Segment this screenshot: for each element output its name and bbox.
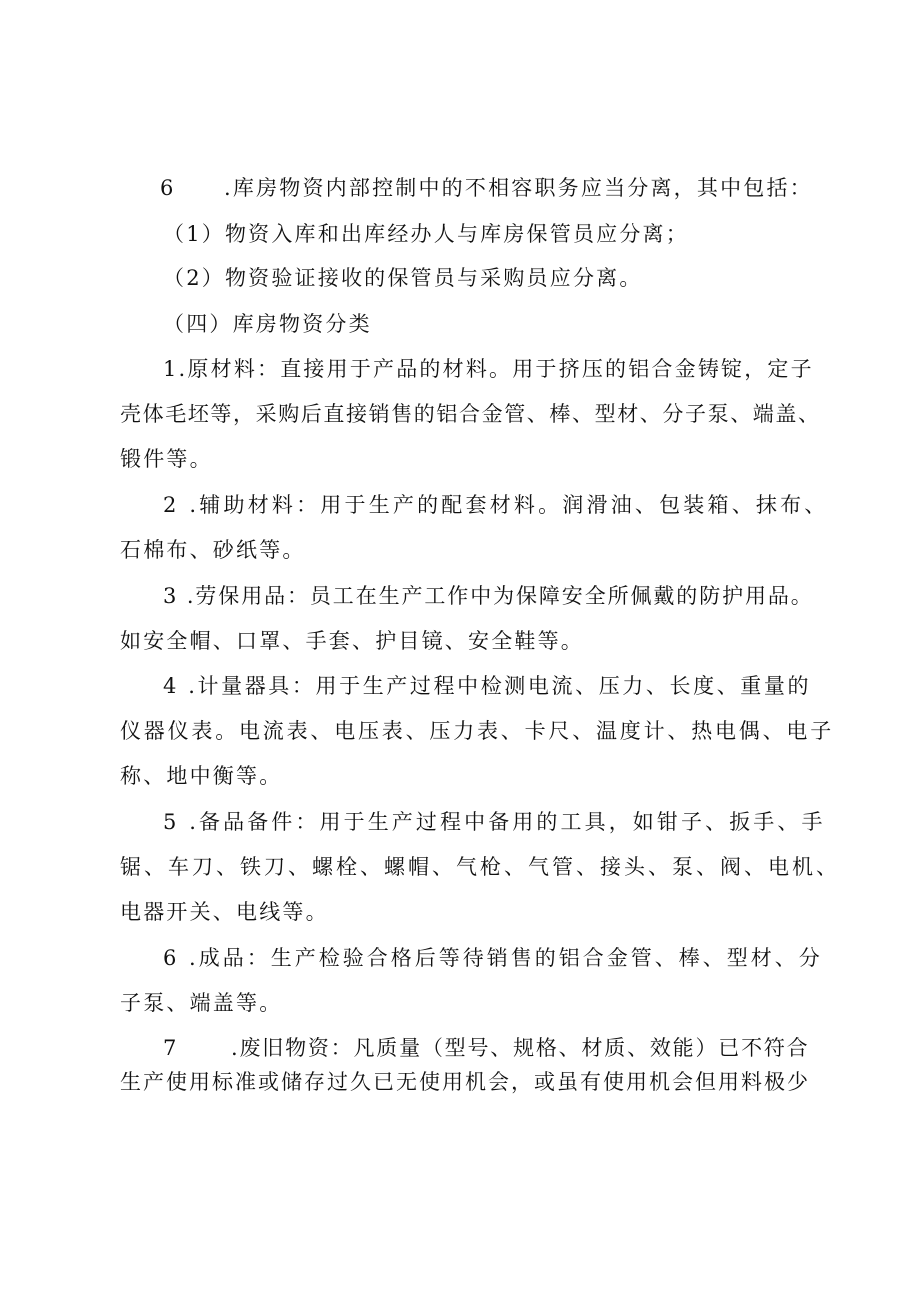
category-5-line-2: 锯、车刀、铁刀、螺栓、螺帽、气枪、气管、接头、泵、阀、电机、 [120, 855, 840, 879]
category-3-line-2: 如安全帽、口罩、手套、护目镜、安全鞋等。 [120, 629, 584, 653]
paragraph-item-6 [160, 173, 813, 203]
sub-item-1: （1）物资入库和出库经办人与库房保管员应分离； [163, 222, 689, 246]
category-6-line-2: 子泵、端盖等。 [120, 991, 283, 1015]
item-number: 6 [160, 176, 176, 200]
category-4-line-3: 称、地中衡等。 [120, 764, 283, 788]
category-2-line-1: 2 .辅助材料：用于生产的配套材料。润滑油、包装箱、抹布、 [163, 493, 829, 517]
category-1-line-3: 锻件等。 [120, 447, 213, 471]
category-7-line-2: 生产使用标准或储存过久已无使用机会，或虽有使用机会但用料极少 [120, 1070, 810, 1094]
category-1-line-2: 壳体毛坯等，采购后直接销售的铝合金管、棒、型材、分子泵、端盖、 [120, 402, 821, 426]
section-heading: （四）库房物资分类 [163, 312, 372, 336]
category-3-line-1: 3 .劳保用品：员工在生产工作中为保障安全所佩戴的防护用品。 [163, 584, 814, 608]
category-6-line-1: 6 .成品：生产检验合格后等待销售的铝合金管、棒、型材、分 [163, 946, 823, 970]
category-7-line-1 [163, 1033, 809, 1063]
sub-item-2: （2）物资验证接收的保管员与采购员应分离。 [163, 266, 643, 290]
category-5-line-3: 电器开关、电线等。 [120, 900, 329, 924]
category-4-line-1: 4 .计量器具：用于生产过程中检测电流、压力、长度、重量的 [163, 674, 812, 698]
category-5-line-1: 5 .备品备件：用于生产过程中备用的工具，如钳子、扳手、手 [163, 810, 826, 834]
category-7-number: 7 [163, 1036, 179, 1060]
item-text: .库房物资内部控制中的不相容职务应当分离，其中包括： [224, 176, 813, 200]
category-7-text: .废旧物资：凡质量（型号、规格、材质、效能）已不符合 [231, 1036, 810, 1060]
category-4-line-2: 仪器仪表。电流表、电压表、压力表、卡尺、温度计、热电偶、电子 [120, 719, 834, 743]
category-2-line-2: 石棉布、砂纸等。 [120, 538, 306, 562]
category-1-line-1: 1.原材料：直接用于产品的材料。用于挤压的铝合金铸锭，定子 [163, 357, 814, 381]
